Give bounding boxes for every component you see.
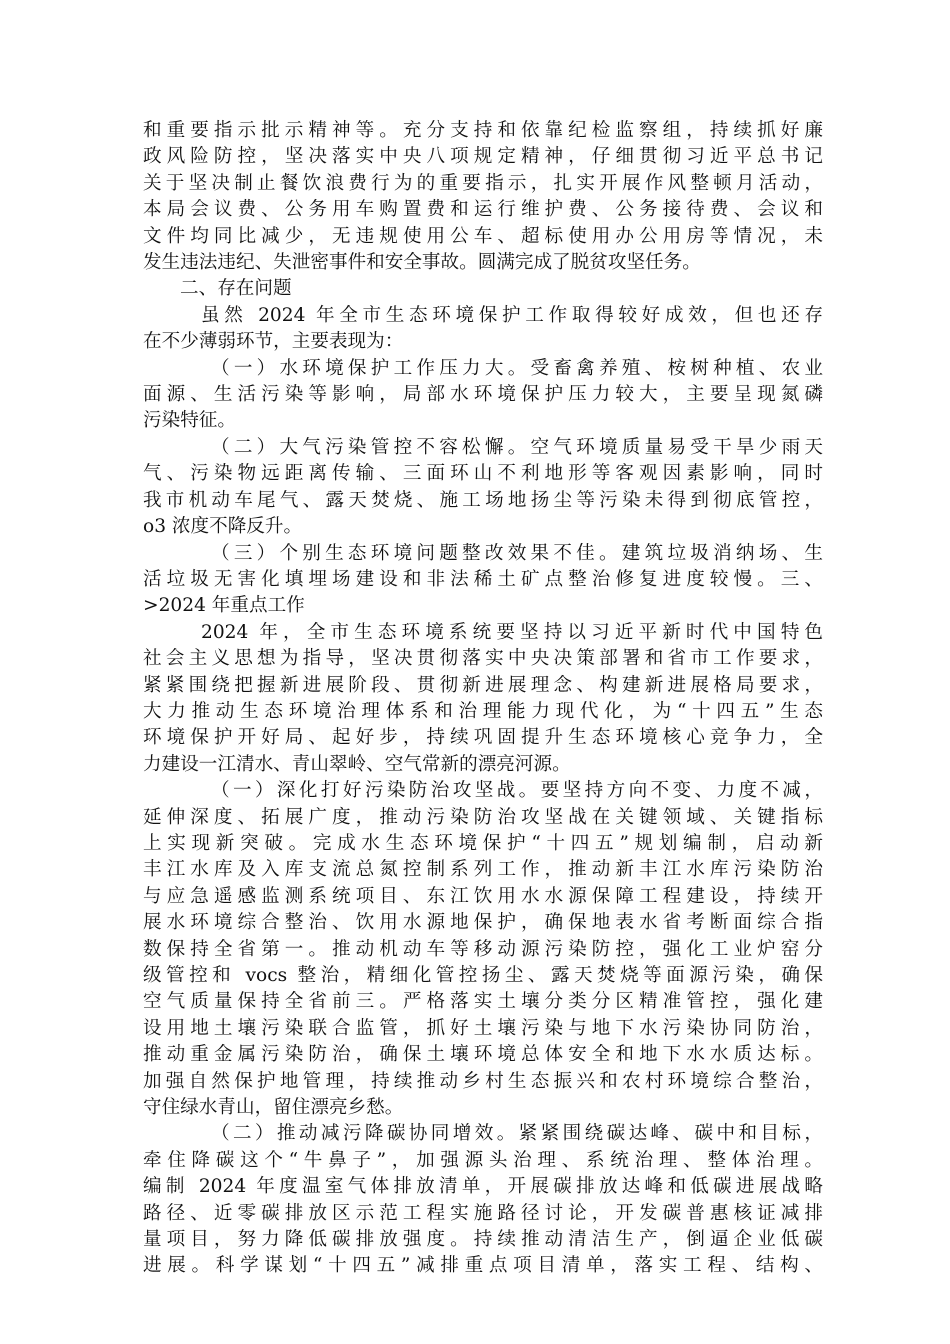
text-line: 守住绿水青山，留住漂亮乡愁。 (143, 1097, 404, 1119)
text-line: 政风险防控，坚决落实中央八项规定精神，仔细贯彻习近平总书记 (143, 146, 823, 168)
text-line: 空气质量保持全省前三。严格落实土壤分类分区精准管控，强化建 (143, 991, 823, 1013)
text-line: 丰江水库及入库支流总氮控制系列工作，推动新丰江水库污染防治 (143, 859, 823, 881)
text-line: 编制 2024 年度温室气体排放清单，开展碳排放达峰和低碳进展战略 (143, 1176, 823, 1198)
text-line: 环境保护开好局、起好步，持续巩固提升生态环境核心竞争力，全 (143, 727, 823, 749)
text-line: 社会主义思想为指导，坚决贯彻落实中央决策部署和省市工作要求， (143, 648, 823, 670)
text-line: 文件均同比减少，无违规使用公车、超标使用办公用房等情况，未 (143, 225, 823, 247)
text-line: （一）深化打好污染防治攻坚战。要坚持方向不变、力度不减， (211, 780, 823, 802)
text-line: 数保持全省第一。推动机动车等移动源污染防控，强化工业炉窑分 (143, 938, 823, 960)
text-line: 面源、生活污染等影响，局部水环境保护压力较大，主要呈现氮磷 (143, 384, 823, 406)
text-line: 我市机动车尾气、露天焚烧、施工场地扬尘等污染未得到彻底管控， (143, 489, 823, 511)
text-line: 本局会议费、公务用车购置费和运行维护费、公务接待费、会议和 (143, 199, 823, 221)
text-line: 量项目，努力降低碳排放强度。持续推动清洁生产，倒逼企业低碳 (143, 1229, 823, 1251)
text-line: 和重要指示批示精神等。充分支持和依靠纪检监察组，持续抓好廉 (143, 120, 823, 141)
text-line: 气、污染物远距离传输、三面环山不利地形等客观因素影响，同时 (143, 463, 823, 485)
text-line: 牵住降碳这个“牛鼻子”，加强源头治理、系统治理、整体治理。 (143, 1149, 823, 1171)
text-line: （二）大气污染管控不容松懈。空气环境质量易受干旱少雨天 (211, 436, 823, 458)
section-heading: >2024 年重点工作 (143, 595, 305, 617)
text-line: 与应急遥感监测系统项目、东江饮用水水源保障工程建设，持续开 (143, 885, 823, 907)
text-line: 进展。科学谋划“十四五”减排重点项目清单，落实工程、结构、 (143, 1255, 823, 1277)
text-line: 虽然 2024 年全市生态环境保护工作取得较好成效，但也还存 (201, 304, 823, 326)
text-line: 推动重金属污染防治，确保土壤环境总体安全和地下水水质达标。 (143, 1044, 823, 1066)
text-line: 大力推动生态环境治理体系和治理能力现代化，为“十四五”生态 (143, 700, 823, 722)
text-line: o3 浓度不降反升。 (143, 516, 303, 538)
text-line: 加强自然保护地管理，持续推动乡村生态振兴和农村环境综合整治， (143, 1070, 823, 1092)
text-line: 路径、近零碳排放区示范工程实施路径讨论，开发碳普惠核证减排 (143, 1202, 823, 1224)
text-line: 上实现新突破。完成水生态环境保护“十四五”规划编制，启动新 (143, 832, 823, 854)
text-line: （二）推动减污降碳协同增效。紧紧围绕碳达峰、碳中和目标， (211, 1123, 823, 1145)
text-line: 在不少薄弱环节，主要表现为： (143, 331, 404, 353)
text-line: 展水环境综合整治、饮用水源地保护，确保地表水省考断面综合指 (143, 912, 823, 934)
text-line: 活垃圾无害化填埋场建设和非法稀土矿点整治修复进度较慢。三、 (143, 568, 823, 590)
text-line: （三）个别生态环境问题整改效果不佳。建筑垃圾消纳场、生 (211, 542, 823, 564)
text-line: 发生违法违纪、失泄密事件和安全事故。圆满完成了脱贫攻坚任务。 (143, 252, 701, 274)
section-heading: 二、存在问题 (180, 278, 292, 300)
text-line: 力建设一江清水、青山翠岭、空气常新的漂亮河源。 (143, 753, 571, 775)
document-page (143, 118, 823, 1280)
text-line: 污染特征。 (143, 410, 236, 432)
text-line: 关于坚决制止餐饮浪费行为的重要指示，扎实开展作风整顿月活动， (143, 172, 823, 194)
text-line: 延伸深度、拓展广度，推动污染防治攻坚战在关键领域、关键指标 (143, 806, 823, 828)
text-line: 紧紧围绕把握新进展阶段、贯彻新进展理念、构建新进展格局要求， (143, 674, 823, 696)
text-line: 设用地土壤污染联合监管，抓好土壤污染与地下水污染协同防治， (143, 1017, 823, 1039)
text-line: （一）水环境保护工作压力大。受畜禽养殖、桉树种植、农业 (211, 357, 823, 379)
text-line: 2024 年，全市生态环境系统要坚持以习近平新时代中国特色 (201, 621, 823, 643)
text-line: 级管控和 vocs 整治，精细化管控扬尘、露天焚烧等面源污染，确保 (143, 965, 823, 986)
